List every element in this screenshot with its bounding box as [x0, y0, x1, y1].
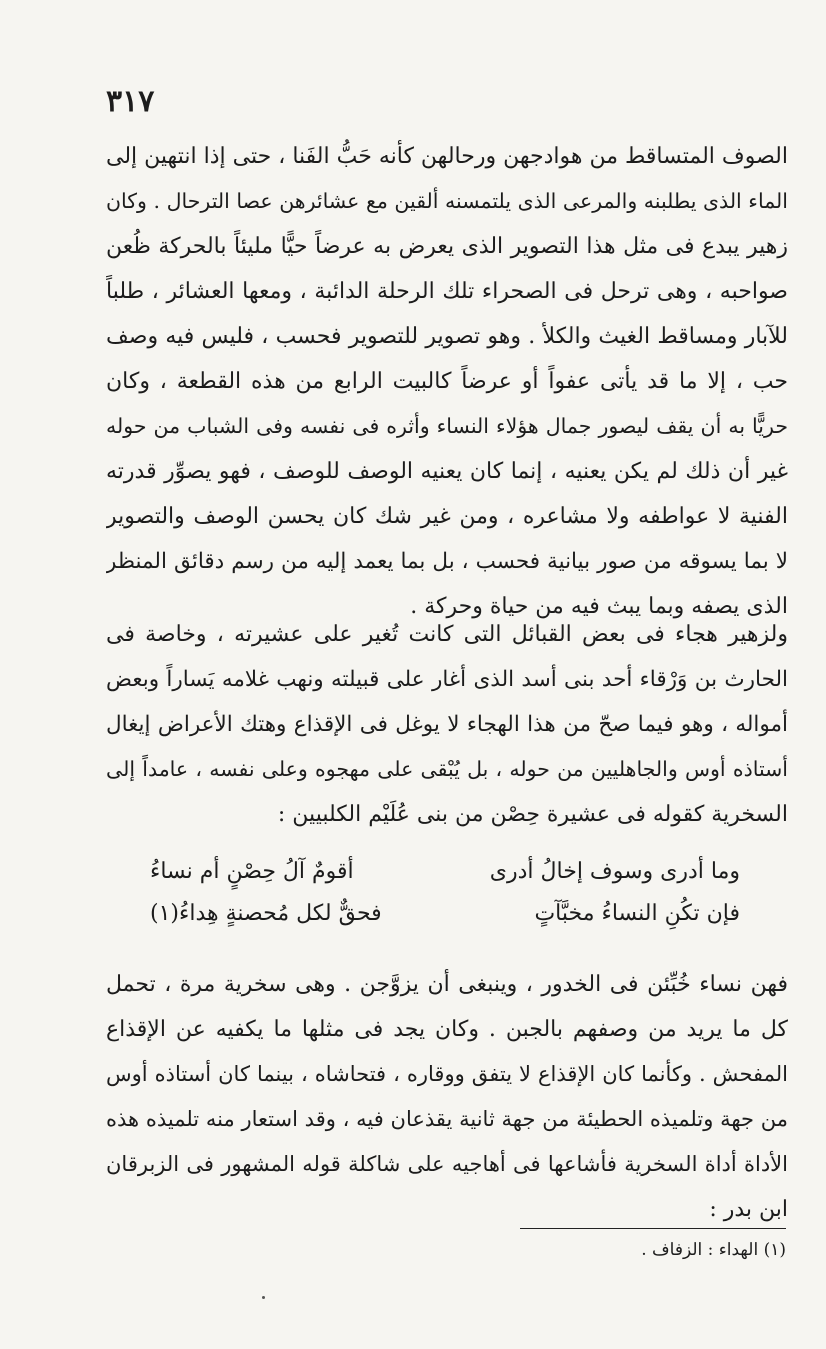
verse-second-hemistich: فحقٌّ لكل مُحصنةٍ هِداءُ(١) [150, 901, 382, 926]
text-line: السخرية كقوله فى عشيرة حِصْن من بنى عُلَيْم الكلبيين : [277, 802, 788, 827]
text-line: الماء الذى يطلبنه والمرعى الذى يلتمسنه ألقين مع عشائرهن عصا الترحال . وكان [106, 189, 788, 213]
paragraph-3 [106, 962, 788, 1232]
text-line: غير أن ذلك لم يكن يعنيه ، إنما كان يعنيه الوصف للوصف ، فهو يصوِّر قدرته [106, 459, 788, 484]
verse-line [150, 851, 740, 893]
paragraph-2 [106, 612, 788, 837]
text-line: زهير يبدع فى مثل هذا التصوير الذى يعرض به عرضاً حيًّا مليئاً بالحركة ظُعن [106, 234, 788, 259]
text-line: الأداة أداة السخرية فأشاعها فى أهاجيه على شاكلة قوله المشهور فى الزبرقان [106, 1152, 788, 1176]
text-line: ولزهير هجاء فى بعض القبائل التى كانت تُغير على عشيرته ، وخاصة فى [106, 622, 788, 647]
footnote: (١) الهداء : الزفاف . [641, 1240, 786, 1260]
page-number: ٣١٧ [106, 84, 155, 119]
verse-second-hemistich: أقومٌ آلُ حِصْنٍ أم نساءُ [150, 859, 354, 884]
text-line: أستاذه أوس والجاهليين من حوله ، بل يُبْقى على مهجوه وعلى نفسه ، عامداً إلى [106, 757, 788, 781]
text-line: للآبار ومساقط الغيث والكلأ . وهو تصوير للتصوير فحسب ، فليس فيه وصف [106, 324, 788, 349]
text-line: الفنية لا عواطفه ولا مشاعره ، ومن غير شك كان يحسن الوصف والتصوير [106, 504, 788, 529]
paragraph-1 [106, 134, 788, 629]
text-line: الذى يصفه وبما يبث فيه من حياة وحركة . [410, 594, 788, 619]
paper-speck [262, 1296, 265, 1299]
verse-first-hemistich: فإن تكُنِ النساءُ مخبَّآتٍ [534, 901, 740, 926]
verse-line [150, 893, 740, 935]
text-line: حب ، إلا ما قد يأتى عفواً أو عرضاً كالبيت الرابع من هذه القطعة ، وكان [106, 369, 788, 394]
text-line: فهن نساء خُبِّئن فى الخدور ، وينبغى أن يزوَّجن . وهى سخرية مرة ، تحمل [106, 972, 788, 997]
text-line: الحارث بن وَرْقاء أحد بنى أسد الذى أغار على قبيلته ونهب غلامه يَساراً وبعض [106, 667, 788, 692]
text-line: من جهة وتلميذه الحطيئة من جهة ثانية يقذعان فيه ، وقد استعار منه تلميذه هذه [106, 1107, 788, 1131]
footnote-divider [520, 1228, 786, 1229]
text-line: ابن بدر : [709, 1197, 788, 1222]
text-line: الصوف المتساقط من هوادجهن ورحالهن كأنه حَبُّ الفَنا ، حتى إذا انتهين إلى [106, 144, 788, 169]
text-line: حريًّا به أن يقف ليصور جمال هؤلاء النساء وأثره فى نفسه وفى الشباب من حوله [106, 414, 788, 438]
text-line: لا بما يسوقه من صور بيانية فحسب ، بل بما يعمد إليه من رسم دقائق المنظر [106, 549, 788, 574]
text-line: أمواله ، وهو فيما صحّ من هذا الهجاء لا يوغل فى الإقذاع وهتك الأعراض إيغال [106, 712, 788, 737]
text-line: المفحش . وكأنما كان الإقذاع لا يتفق ووقاره ، فتحاشاه ، بينما كان أستاذه أوس [106, 1062, 788, 1086]
text-line: كل ما يريد من وصفهم بالجبن . وكان يجد فى مثلها ما يكفيه عن الإقذاع [106, 1017, 788, 1042]
text-line: صواحبه ، وهى ترحل فى الصحراء تلك الرحلة الدائبة ، ومعها العشائر ، طلباً [106, 279, 788, 304]
poem-verses [150, 851, 740, 935]
verse-first-hemistich: وما أدرى وسوف إخالُ أدرى [489, 859, 740, 884]
